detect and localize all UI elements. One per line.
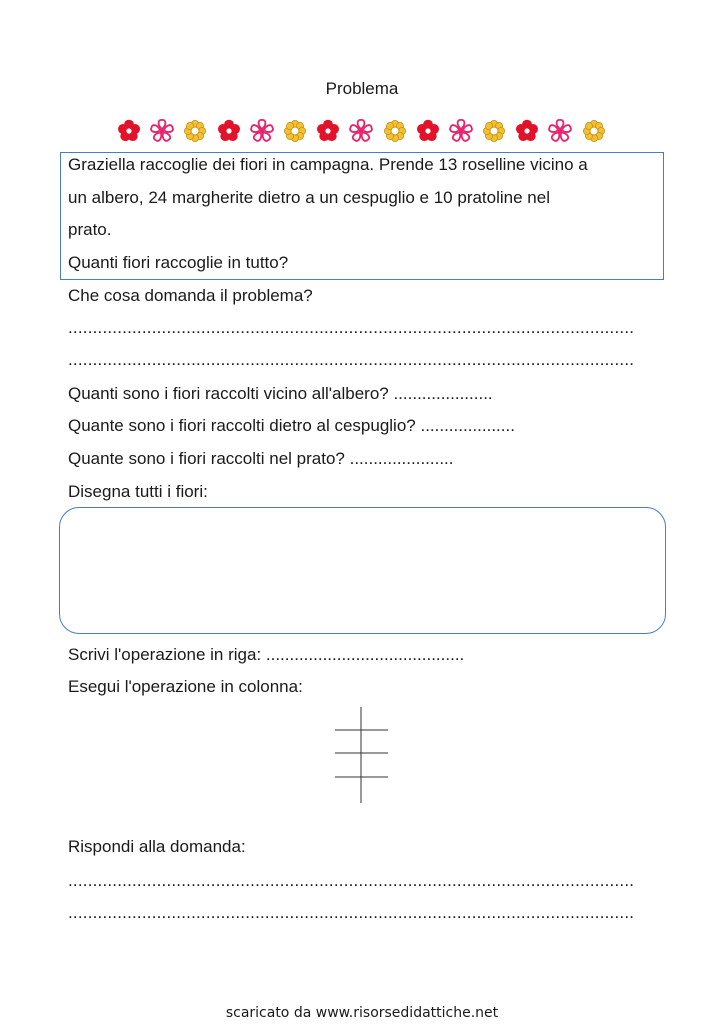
yellow-flower-icon (182, 118, 208, 144)
yellow-flower-icon (382, 118, 408, 144)
red-flower-icon (514, 118, 540, 144)
yellow-flower-icon (581, 118, 607, 144)
answer-dotted-line-1[interactable]: ................................................................................................................... (68, 318, 635, 337)
column-operation-grid[interactable] (332, 707, 392, 803)
question-tree-flowers: Quanti sono i fiori raccolti vicino all'albero? ..................... (68, 384, 493, 403)
final-answer-dotted-line-2[interactable]: ................................................................................................................... (68, 903, 635, 922)
problem-line-2: un albero, 24 margherite dietro a un cespuglio e 10 pratoline nel (68, 188, 550, 207)
problem-question: Quanti fiori raccoglie in tutto? (68, 253, 289, 272)
problem-line-1: Graziella raccoglie dei fiori in campagna. Prende 13 roselline vicino a (68, 155, 588, 174)
question-what-asks: Che cosa domanda il problema? (68, 286, 313, 305)
answer-prompt: Rispondi alla domanda: (68, 837, 246, 856)
yellow-flower-icon (282, 118, 308, 144)
pink-flower-icon (448, 118, 474, 144)
drawing-area[interactable] (59, 507, 666, 634)
footer-source: scaricato da www.risorsedidattiche.net (225, 1005, 499, 1021)
flower-decoration-row (116, 118, 616, 144)
red-flower-icon (315, 118, 341, 144)
yellow-flower-icon (481, 118, 507, 144)
red-flower-icon (415, 118, 441, 144)
pink-flower-icon (149, 118, 175, 144)
pink-flower-icon (547, 118, 573, 144)
pink-flower-icon (249, 118, 275, 144)
question-meadow-flowers: Quante sono i fiori raccolti nel prato? ...................... (68, 449, 454, 468)
problem-line-3: prato. (68, 220, 112, 239)
final-answer-dotted-line-1[interactable]: ................................................................................................................... (68, 871, 635, 890)
red-flower-icon (116, 118, 142, 144)
operation-column-prompt: Esegui l'operazione in colonna: (68, 677, 303, 696)
question-bush-flowers: Quante sono i fiori raccolti dietro al cespuglio? .................... (68, 416, 515, 435)
pink-flower-icon (348, 118, 374, 144)
answer-dotted-line-2[interactable]: ................................................................................................................... (68, 350, 635, 369)
page-title: Problema (325, 79, 399, 98)
draw-prompt: Disegna tutti i fiori: (68, 482, 208, 501)
red-flower-icon (216, 118, 242, 144)
operation-row-prompt: Scrivi l'operazione in riga: .......................................... (68, 645, 465, 664)
